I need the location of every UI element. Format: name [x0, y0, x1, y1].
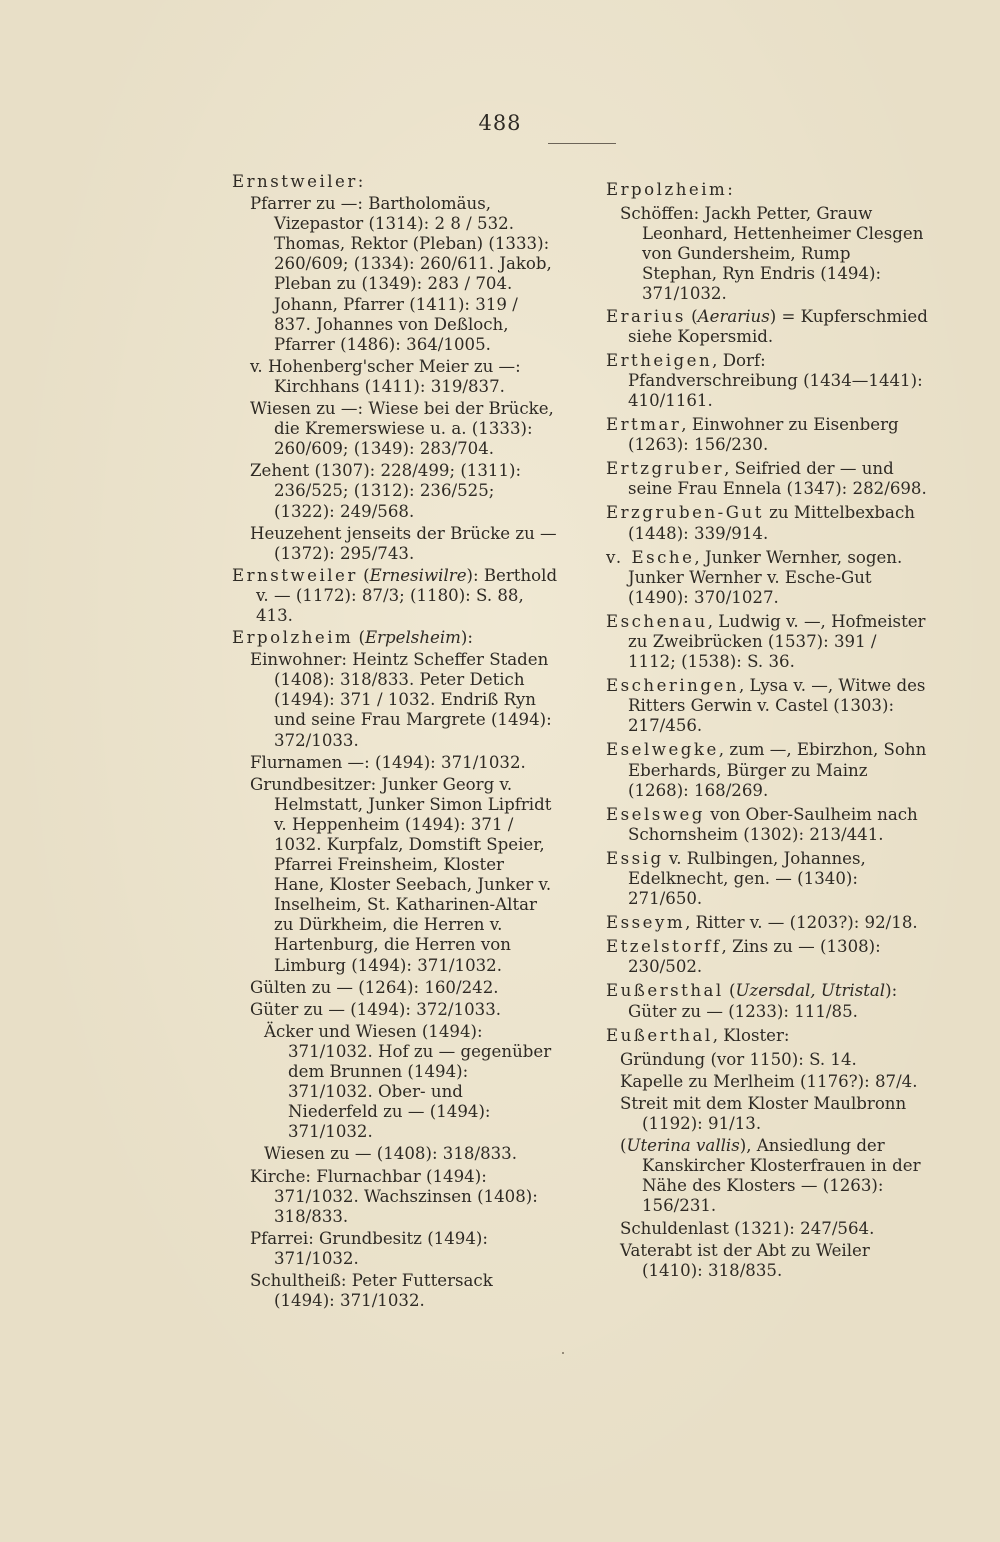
headword: Erpolzheim [232, 628, 354, 648]
entry-text: Flurnamen —: (1494): 371/1032. [250, 752, 526, 772]
entry-text: , Zins zu — (1308): 230/502. [628, 937, 881, 977]
right-column-entry [606, 740, 928, 800]
right-column-entry [606, 1241, 928, 1281]
right-column-entry [606, 180, 928, 200]
entry-text: Einwohner: Heintz Scheffer Staden (1408): 318/833. Peter Detich (1494): 371 / 1032. Endriß Ryn und seine Frau Margrete (1494): 372/1033. [250, 650, 552, 750]
entry-text: Pfarrei: Grundbesitz (1494): 371/1032. [250, 1228, 488, 1268]
headword: Essig [606, 848, 664, 868]
page-number: 488 [478, 111, 522, 135]
latin-name: Erpelsheim [365, 628, 461, 648]
latin-name: Ernesiwilre [369, 565, 467, 585]
headword: Eselwegke [606, 740, 719, 760]
headword: Eußersthal [606, 981, 724, 1001]
entry-text: , Einwohner zu Eisenberg (1263): 156/230. [628, 415, 899, 455]
latin-name: Uzersdal, Utristal [735, 981, 886, 1001]
entry-text: Kirche: Flurnachbar (1494): 371/1032. Wachszinsen (1408): 318/833. [250, 1166, 538, 1226]
entry-text: , Junker Wernher, sogen. Junker Wernher v. Esche-Gut (1490): 370/1027. [628, 547, 903, 607]
entry-text: v. Hohenberg'scher Meier zu —: Kirchhans (1411): 319/837. [250, 356, 521, 396]
left-column-entry [232, 1229, 558, 1269]
right-column-entry [606, 548, 928, 608]
latin-name: Uterina vallis [626, 1136, 740, 1156]
left-column-entry [232, 172, 558, 192]
right-column-entry [606, 1219, 928, 1239]
right-column-entry [606, 351, 928, 411]
right-column-entry [606, 612, 928, 672]
entry-text: , zum —, Ebirzhon, Sohn Eberhards, Bürger zu Mainz (1268): 168/269. [628, 740, 927, 800]
left-column-entry [232, 1144, 558, 1164]
entry-text: , Ludwig v. —, Hofmeister zu Zweibrücken (1537): 391 / 1112; (1538): S. 36. [628, 611, 926, 672]
headword: Esseym [606, 913, 686, 933]
headword: Ertzgruber [606, 459, 725, 479]
entry-text: Kapelle zu Merlheim (1176?): 87/4. [620, 1071, 918, 1091]
left-column-entry [232, 775, 558, 976]
left-column-entry [232, 399, 558, 459]
left-column-entry [232, 524, 558, 564]
entry-text: : Güter zu — (1233): 111/85. [628, 981, 898, 1021]
left-column-entry [232, 1022, 558, 1143]
headword: Eschenau [606, 611, 708, 631]
right-column-entry [606, 676, 928, 736]
entry-text: : [467, 628, 473, 648]
entry-text: Güter zu — (1494): 372/1033. [250, 999, 502, 1019]
entry-text: , Ritter v. — (1203?): 92/18. [685, 913, 918, 933]
entry-text: Pfarrer zu —: Bartholomäus, Vizepastor (1314): 2 8 / 532. Thomas, Rektor (Pleban) (1333): 260/609; (1334): 260/611. Jakob, Pleban zu (1349): 283 / 704. Johann, Pfarrer (1411): 319 / 837. Johannes von Deßloch, Pfarrer (1486): 364/1005. [250, 194, 552, 354]
left-column-entry: Ernstweiler (Ernesiwilre): Berthold v. — (1172): 87/3; (1180): S. 88, 413. [232, 565, 558, 625]
left-column-entry [232, 194, 558, 355]
left-column-entry [232, 1271, 558, 1311]
right-column [606, 180, 928, 1283]
entry-text: Wiesen zu — (1408): 318/833. [264, 1144, 518, 1164]
entry-text: Gülten zu — (1264): 160/242. [250, 977, 499, 997]
left-column-entry: Erpolzheim (Erpelsheim): [232, 628, 473, 648]
entry-text: Schöffen: Jackh Petter, Grauw Leonhard, Hettenheimer Clesgen von Gundersheim, Rump Stephan, Ryn Endris (1494): 371/1032. [620, 204, 924, 304]
headword: Ernstweiler [232, 565, 358, 585]
headword: Etzelstorff [606, 937, 722, 957]
right-column-entry [606, 805, 928, 845]
right-column-entry [606, 1094, 928, 1134]
entry-text: v. Rulbingen, Johannes, Edelknecht, gen. — (1340): 271/650. [628, 848, 866, 909]
header-rule [548, 143, 616, 144]
right-column-entry: (Uterina vallis), Ansiedlung der Kanskircher Klosterfrauen in der Nähe des Klosters — (1263): 156/231. [620, 1136, 921, 1216]
left-column-entry [232, 357, 558, 397]
right-column-entry [606, 503, 928, 543]
right-column-entry [606, 204, 928, 304]
entry-text: , Kloster: [712, 1025, 790, 1045]
left-column-entry [232, 978, 558, 998]
latin-name: Aerarius [697, 306, 770, 326]
entry-text: = Kupferschmied siehe Kopersmid. [628, 306, 928, 346]
headword: Eselsweg [606, 804, 705, 824]
right-column-entry [606, 1072, 928, 1092]
left-column-entry [232, 1167, 558, 1227]
entry-text: , Seifried der — und seine Frau Ennela (1347): 282/698. [628, 459, 927, 499]
entry-text: : Berthold v. — (1172): 87/3; (1180): S. 88, 413. [256, 565, 558, 625]
headword: Escheringen [606, 676, 739, 696]
entry-text: , Lysa v. —, Witwe des Ritters Gerwin v. Castel (1303): 217/456. [628, 676, 926, 736]
entry-text: Schultheiß: Peter Futtersack (1494): 371/1032. [250, 1270, 493, 1311]
headword: Erpolzheim: [606, 180, 736, 199]
headword: Erarius [606, 306, 686, 326]
entry-text: zu Mittelbexbach (1448): 339/914. [628, 503, 915, 543]
entry-text: von Ober-Saulheim nach Schornsheim (1302): 213/441. [628, 804, 918, 844]
entry-text: Wiesen zu —: Wiese bei der Brücke, die Kremerswiese u. a. (1333): 260/609; (1349): 283/704. [250, 399, 554, 459]
entry-text: Streit mit dem Kloster Maulbronn (1192): 91/13. [620, 1093, 907, 1134]
entry-text: Äcker und Wiesen (1494): 371/1032. Hof zu — gegenüber dem Brunnen (1494): 371/1032. Ober- und Niederfeld zu — (1494): 371/1032. [264, 1021, 552, 1142]
entry-text: , Ansiedlung der Kanskircher Klosterfrauen in der Nähe des Klosters — (1263): 156/231. [642, 1136, 921, 1216]
left-column-entry [232, 1000, 558, 1020]
headword: Ertheigen [606, 350, 713, 370]
entry-text: Schuldenlast (1321): 247/564. [620, 1218, 875, 1238]
right-column-entry [606, 937, 928, 977]
entry-text: Gründung (vor 1150): S. 14. [620, 1049, 857, 1069]
entry-text: Zehent (1307): 228/499; (1311): 236/525; (1312): 236/525; (1322): 249/568. [250, 461, 522, 521]
right-column-entry: Eußersthal (Uzersdal, Utristal): Güter zu — (1233): 111/85. [606, 981, 898, 1021]
right-column-entry [606, 415, 928, 455]
right-column-entry [606, 1026, 928, 1046]
entry-text: Heuzehent jenseits der Brücke zu — (1372): 295/743. [250, 523, 557, 563]
right-column-entry: Erarius (Aerarius) = Kupferschmied siehe Kopersmid. [606, 306, 928, 346]
entry-text: Vaterabt ist der Abt zu Weiler (1410): 318/835. [620, 1240, 870, 1280]
headword: Ernstweiler: [232, 172, 366, 191]
headword: Ertmar [606, 415, 682, 435]
entry-text: , Dorf: Pfandverschreibung (1434—1441): 410/1161. [628, 350, 923, 410]
paper-speck [562, 1352, 564, 1354]
right-column-entry [606, 913, 928, 933]
right-column-entry [606, 1050, 928, 1070]
left-column-entry [232, 650, 558, 750]
entry-text: Grundbesitzer: Junker Georg v. Helmstatt, Junker Simon Lipfridt v. Heppenheim (1494): 371 / 1032. Kurpfalz, Domstift Speier, Pfarrei Freinsheim, Kloster Hane, Kloster Seebach, Junker v. Inselheim, St. Katharinen-Altar zu Dürkheim, die Herren v. Hartenburg, die Herren von Limburg (1494): 371/1032. [250, 774, 552, 975]
left-column-entry [232, 461, 558, 521]
right-column-entry [606, 459, 928, 499]
headword: Eußerthal [606, 1025, 713, 1045]
right-column-entry [606, 849, 928, 909]
left-column [232, 172, 558, 1313]
headword: Erzgruben-Gut [606, 503, 764, 523]
headword: v. Esche [606, 547, 695, 567]
left-column-entry [232, 753, 558, 773]
